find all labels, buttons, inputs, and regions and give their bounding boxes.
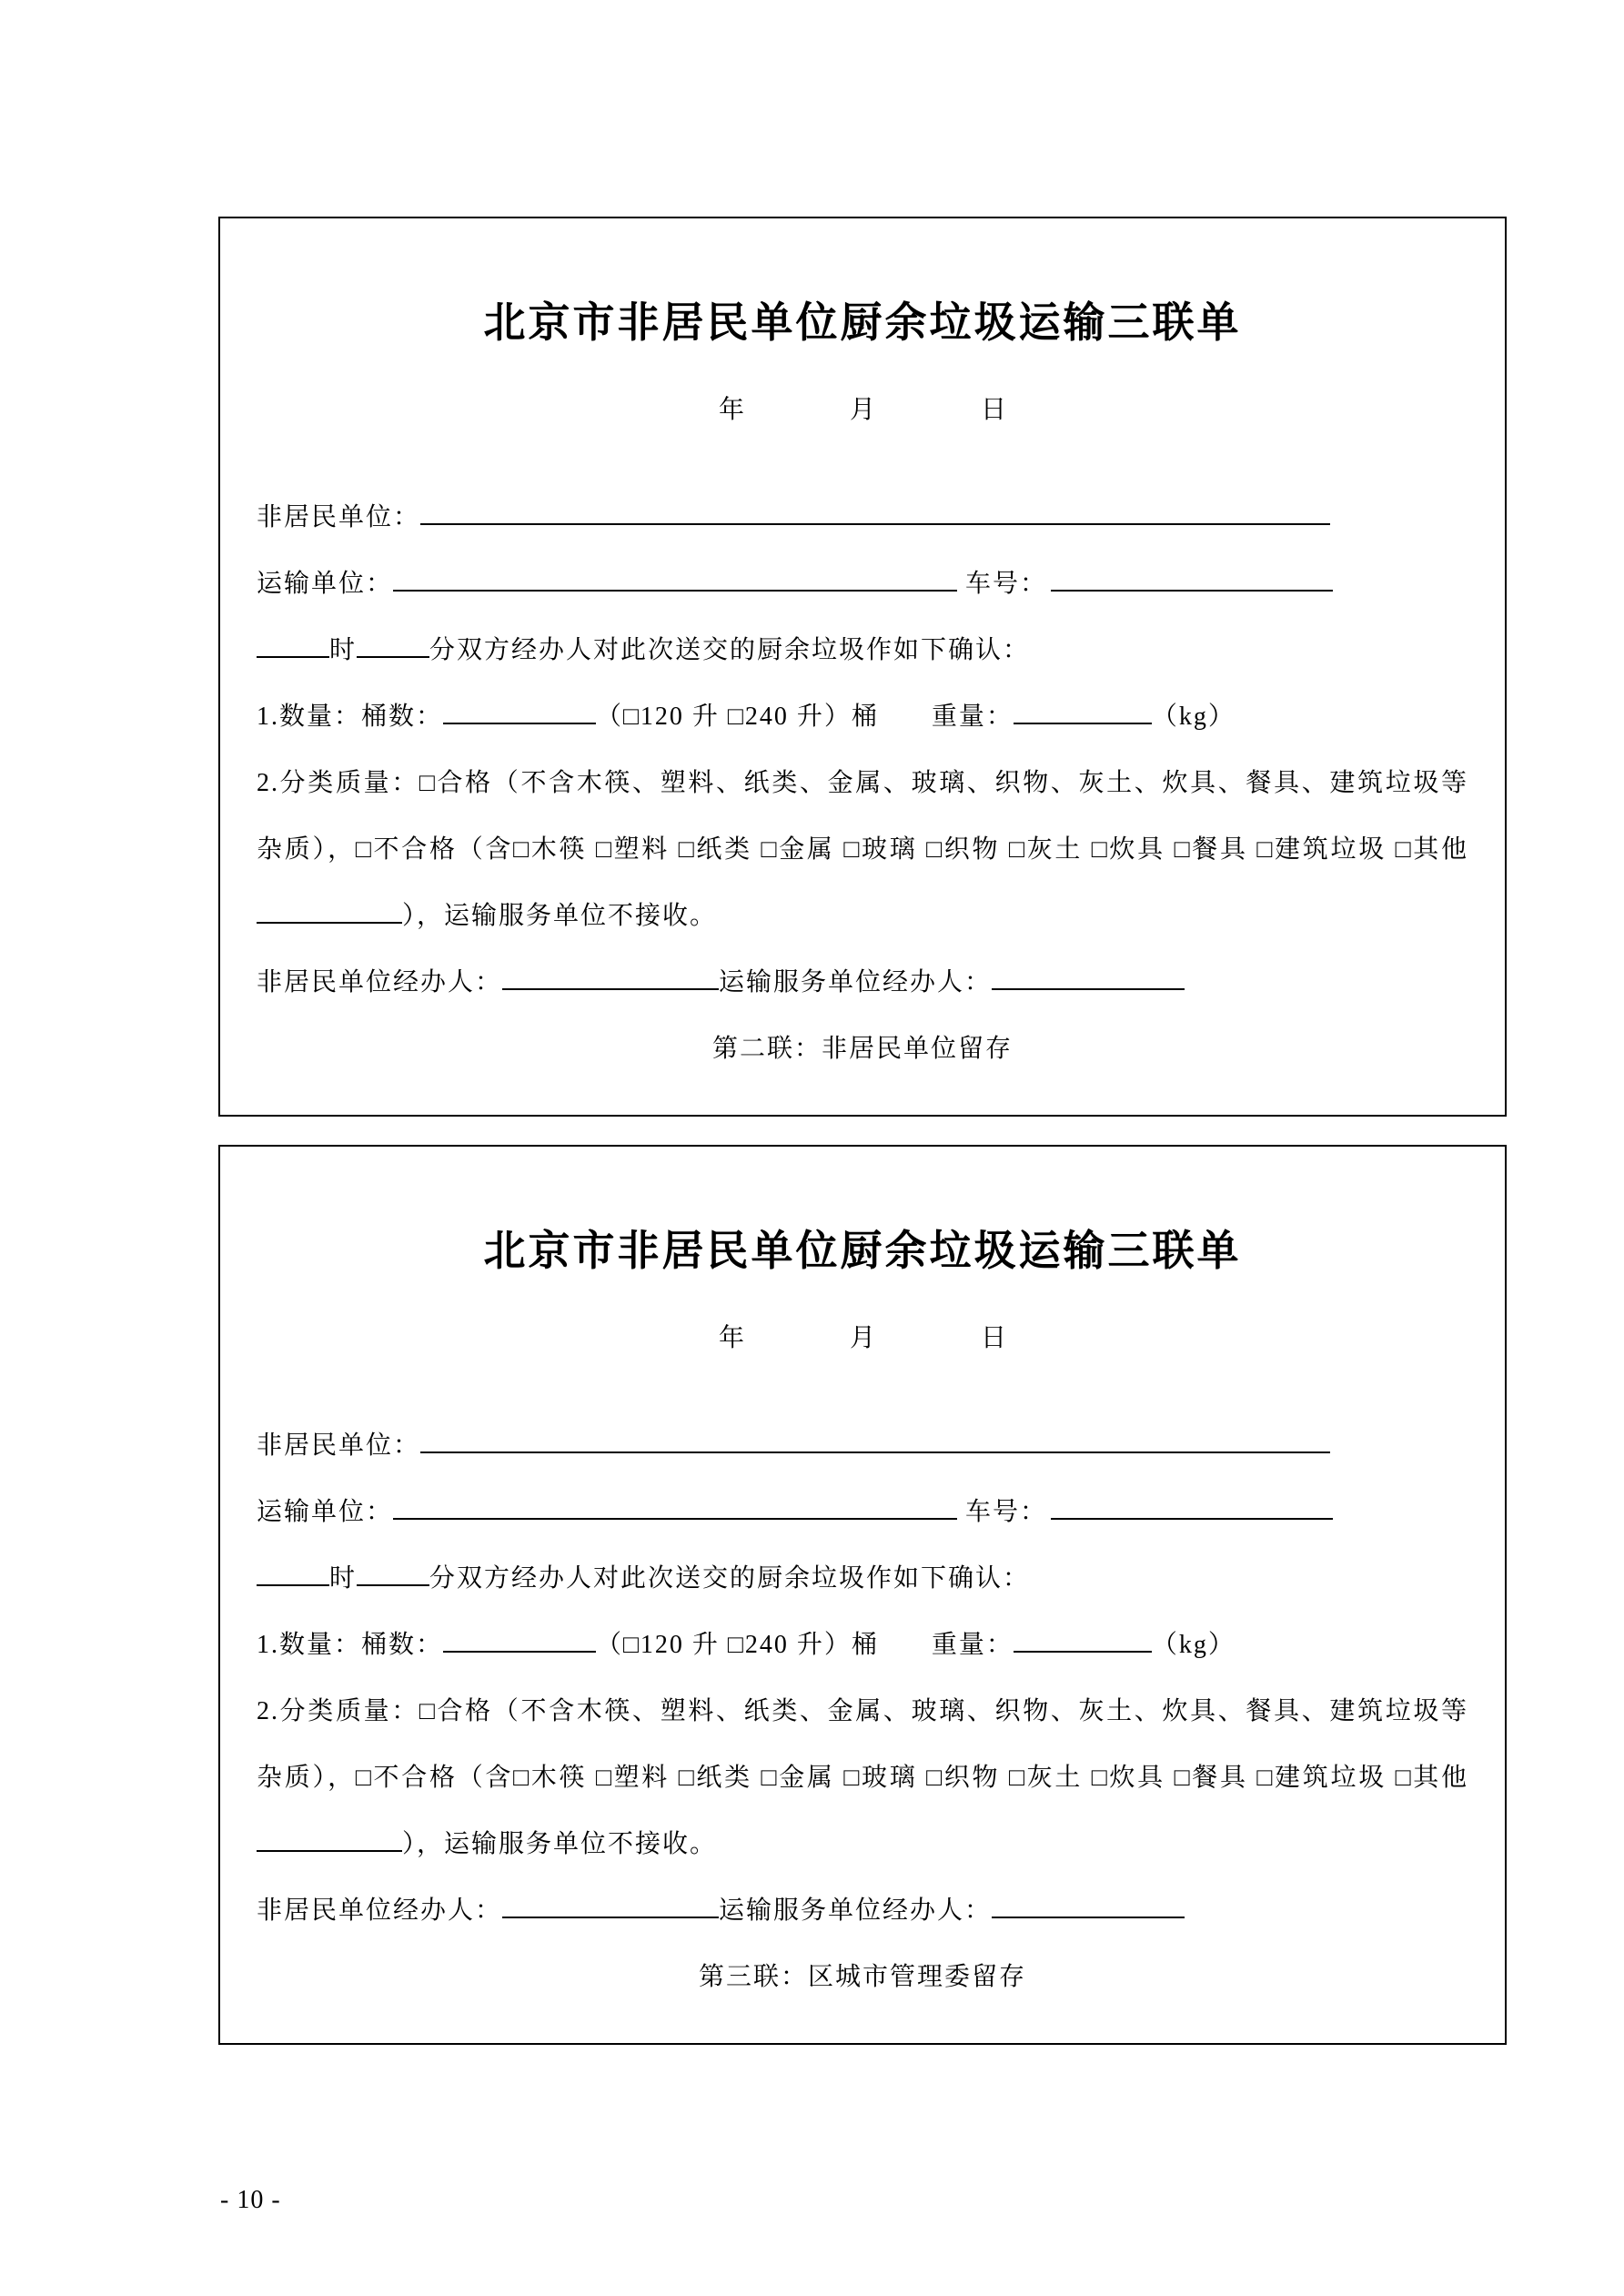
bucket-options: （□120 升 □240 升）桶 <box>596 1631 879 1659</box>
quality-paragraph <box>257 1678 1468 1877</box>
date-year-label: 年 <box>718 396 744 424</box>
date-month-label: 月 <box>849 396 875 424</box>
unit-name-blank <box>420 520 1330 525</box>
form-body <box>257 1412 1468 2010</box>
copy-footer: 第二联：非居民单位留存 <box>711 1035 1013 1063</box>
hour-blank <box>257 652 329 658</box>
date-month-label: 月 <box>849 1324 875 1352</box>
signature-line <box>257 1877 1468 1944</box>
unit-label: 非居民单位： <box>257 503 421 531</box>
transport-label: 运输单位： <box>257 570 394 598</box>
bucket-count-blank <box>443 719 596 724</box>
quantity-prefix: 1.数量：桶数： <box>257 1631 444 1659</box>
date-line <box>257 1318 1468 1354</box>
weight-unit: （kg） <box>1151 703 1236 731</box>
transport-name-blank <box>393 586 957 592</box>
copy-footer: 第三联：区城市管理委留存 <box>698 1963 1026 1991</box>
unit-agent-blank <box>502 1913 719 1918</box>
minute-blank <box>357 652 429 658</box>
service-agent-blank <box>992 985 1185 990</box>
quality-suffix: ），运输服务单位不接收。 <box>402 902 718 930</box>
quality-suffix: ），运输服务单位不接收。 <box>402 1830 718 1858</box>
weight-label: 重量： <box>931 1631 1014 1659</box>
time-confirm-text: 分双方经办人对此次送交的厨余垃圾作如下确认： <box>429 636 1031 664</box>
time-confirm-text: 分双方经办人对此次送交的厨余垃圾作如下确认： <box>429 1564 1031 1593</box>
transport-line <box>257 1479 1468 1545</box>
unit-name-blank <box>420 1448 1330 1453</box>
unit-agent-label: 非居民单位经办人： <box>257 968 503 996</box>
vehicle-number-blank <box>1051 1514 1333 1520</box>
quality-prefix: 2.分类质量：□合格（不含木筷、塑料、纸类、金属、玻璃、织物、灰土、炊具、餐具、建筑垃圾等杂质），□不合格（含□木筷 □塑料 □纸类 □金属 □玻璃 □织物 □灰土 □炊具 □餐具 □建筑垃圾 □其他 <box>257 1697 1468 1792</box>
service-agent-label: 运输服务单位经办人： <box>719 968 993 996</box>
vehicle-label: 车号： <box>965 570 1048 598</box>
quantity-line <box>257 683 1468 750</box>
weight-blank <box>1014 1647 1152 1653</box>
unit-agent-label: 非居民单位经办人： <box>257 1896 503 1925</box>
quantity-prefix: 1.数量：桶数： <box>257 703 444 731</box>
date-line <box>257 389 1468 426</box>
form-title: 北京市非居民单位厨余垃圾运输三联单 <box>483 298 1242 346</box>
other-impurity-blank <box>257 1846 402 1852</box>
quality-prefix: 2.分类质量：□合格（不含木筷、塑料、纸类、金属、玻璃、织物、灰土、炊具、餐具、建筑垃圾等杂质），□不合格（含□木筷 □塑料 □纸类 □金属 □玻璃 □织物 □灰土 □炊具 □餐具 □建筑垃圾 □其他 <box>257 769 1468 864</box>
hour-label: 时 <box>329 1564 358 1593</box>
hour-label: 时 <box>329 636 358 664</box>
unit-line <box>257 1412 1468 1479</box>
hour-blank <box>257 1581 329 1586</box>
quantity-line <box>257 1612 1468 1678</box>
form-body <box>257 484 1468 1082</box>
vehicle-label: 车号： <box>965 1498 1048 1526</box>
unit-agent-blank <box>502 985 719 990</box>
signature-line <box>257 949 1468 1016</box>
date-day-label: 日 <box>981 396 1007 424</box>
form-title: 北京市非居民单位厨余垃圾运输三联单 <box>483 1227 1242 1274</box>
page-number: - 10 - <box>220 2186 281 2214</box>
bucket-count-blank <box>443 1647 596 1653</box>
other-impurity-blank <box>257 918 402 924</box>
form-copy-2 <box>218 217 1507 1117</box>
weight-unit: （kg） <box>1151 1631 1236 1659</box>
transport-name-blank <box>393 1514 957 1520</box>
form-copy-3 <box>218 1145 1507 2045</box>
weight-label: 重量： <box>931 703 1014 731</box>
unit-line <box>257 484 1468 551</box>
transport-line <box>257 551 1468 617</box>
time-line <box>257 617 1468 683</box>
transport-label: 运输单位： <box>257 1498 394 1526</box>
quality-paragraph <box>257 750 1468 949</box>
time-line <box>257 1545 1468 1612</box>
unit-label: 非居民单位： <box>257 1431 421 1460</box>
date-year-label: 年 <box>718 1324 744 1352</box>
vehicle-number-blank <box>1051 586 1333 592</box>
service-agent-blank <box>992 1913 1185 1918</box>
service-agent-label: 运输服务单位经办人： <box>719 1896 993 1925</box>
weight-blank <box>1014 719 1152 724</box>
minute-blank <box>357 1581 429 1586</box>
bucket-options: （□120 升 □240 升）桶 <box>596 703 879 731</box>
date-day-label: 日 <box>981 1324 1007 1352</box>
